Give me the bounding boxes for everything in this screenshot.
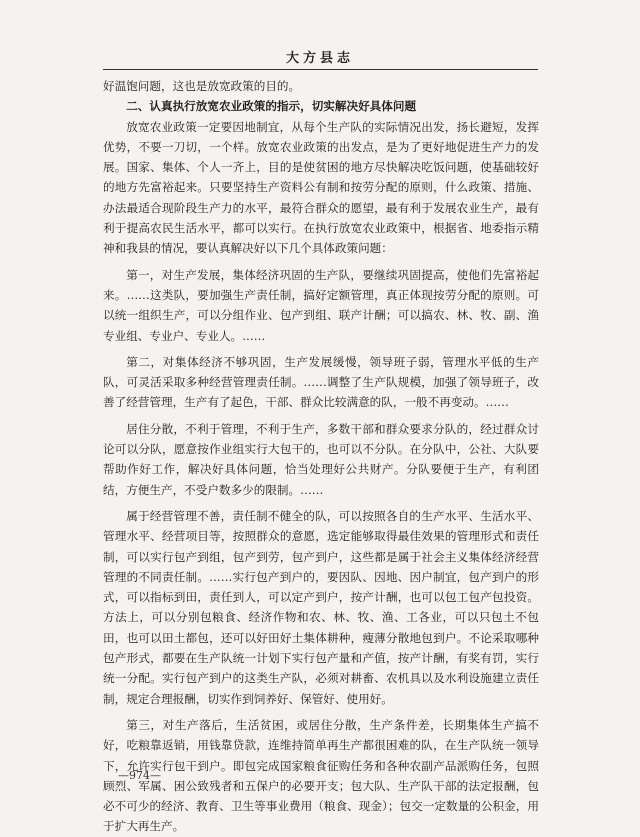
body-text xyxy=(103,76,539,837)
page-number: —974— xyxy=(118,769,161,782)
paragraph-third-point: 第三，对生产落后，生活贫困，或居住分散，生产条件差，长期集体生产搞不好，吃粮靠返销，用钱靠贷款，连维持简单再生产都很困难的队，在生产队统一领导下，允许实行包干到户。即包完成国家粮食征购任务和各种农副产品派购任务，包照顾烈、军属、困公致残者和五保户的必要开支；包大队、生产队干部的法定报酬，包必不可少的经济、教育、卫生等事业费用（粮食、现金）；包交一定数量的公积金，用于扩大再生产。 xyxy=(103,717,539,834)
paragraph-intro: 放宽农业政策一定要因地制宜，从每个生产队的实际情况出发，扬长避短，发挥优势，不要一刀切，一个样。放宽农业政策的出发点，是为了更好地促进生产力的发展。国家、集体、个人一齐上，目的是使贫困的地方尽快解决吃饭问题，使基础较好的地方先富裕起来。只要坚持生产资料公有制和按劳分配的原则，什么政策、措施、办法最适合现阶段生产力的水平，最符合群众的愿望，最有利于发展农业生产，最有利于提高农民生活水平，都可以实行。在执行放宽农业政策中，根据省、地委指示精神和我县的情况，要认真解决好以下几个具体政策问题： xyxy=(103,119,539,256)
paragraph-management: 属于经营管理不善，责任制不健全的队，可以按照各自的生产水平、生活水平、管理水平、经营项目等，按照群众的意愿，选定能够取得最佳效果的管理形式和责任制，可以实行包产到组，包产到劳，包产到户，这些都是属于社会主义集体经济经营管理的不同责任制。……实行包产到户的，要因队、因地、因户制宜，包产到户的形式，可以指标到田，责任到人，可以定产到户，按产计酬，也可以包工包产包投资。方法上，可以分别包粮食、经济作物和农、林、牧、渔、工各业，可以只包土不包田，也可以田土都包，还可以好田好土集体耕种，瘦薄分散地包到户。不论采取哪种包产形式，都要在生产队统一计划下实行包产量和产值，按产计酬，有奖有罚，实行统一分配。实行包产到户的这类生产队，必须对耕畜、农机具以及水利设施建立责任制，规定合理报酬，切实作到饲养好、保管好、使用好。 xyxy=(103,508,539,706)
section-heading: 二、认真执行放宽农业政策的指示，切实解决好具体问题 xyxy=(126,99,417,114)
header-divider xyxy=(103,69,538,70)
paragraph-first-point: 第一，对生产发展，集体经济巩固的生产队，要继续巩固提高，使他们先富裕起来。……这类队，要加强生产责任制，搞好定额管理，真正体现按劳分配的原则。可以统一组织生产，可以分组作业、包产到组、联产计酬；可以搞农、林、牧、副、渔专业组、专业户、专业人。…… xyxy=(103,267,539,343)
running-header-title: 大方县志 xyxy=(285,51,354,66)
paragraph-continuation: 好温饱问题，这也是放宽政策的目的。 xyxy=(103,79,301,93)
paragraph-second-point: 第二，对集体经济不够巩固，生产发展缓慢，领导班子弱，管理水平低的生产队，可灵活采取多种经营管理责任制。……调整了生产队规模，加强了领导班子，改善了经营管理，生产有了起色，干部、群众比较满意的队，一般不再变动。…… xyxy=(103,354,539,410)
paragraph-dispersed-residence: 居住分散，不利于管理，不利于生产，多数干部和群众要求分队的，经过群众讨论可以分队，愿意按作业组实行大包干的，也可以不分队。在分队中，公社、大队要帮助作好工作，解决好具体问题，恰当处理好公共财产。分队要便于生产，有利团结，方便生产，不受户数多少的限制。…… xyxy=(103,421,539,497)
